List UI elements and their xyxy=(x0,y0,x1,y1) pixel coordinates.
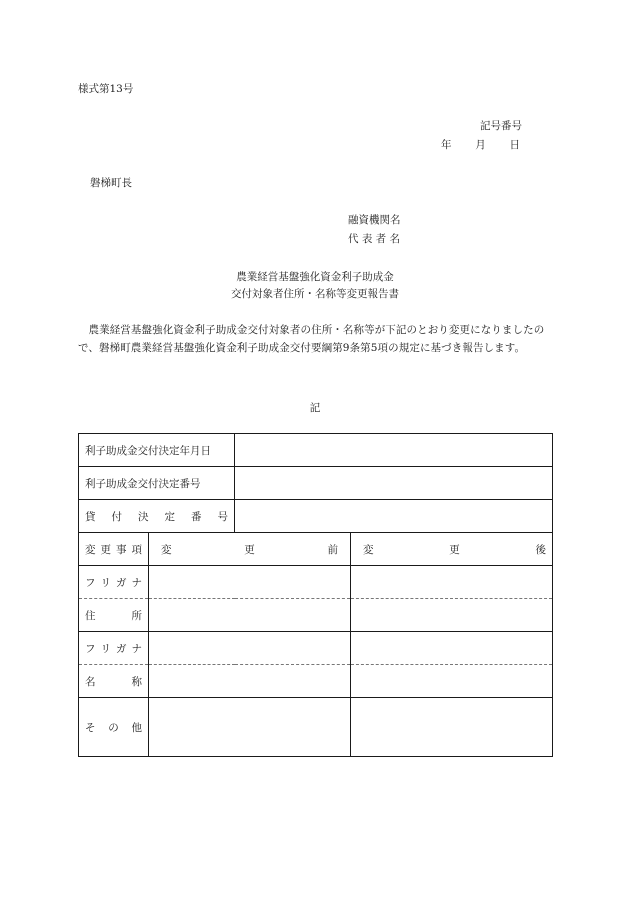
name-furigana-label: フ リ ガ ナ xyxy=(79,632,149,665)
name-furigana-before-field[interactable] xyxy=(149,632,351,665)
other-after-field[interactable] xyxy=(351,698,553,757)
ki-label: 記 xyxy=(309,402,321,414)
decision-date-row xyxy=(79,434,553,467)
month-label: 月 xyxy=(475,139,486,151)
decision-date-label: 利子助成金交付決定年月日 xyxy=(79,434,235,467)
decision-number-label xyxy=(79,467,235,500)
name-row xyxy=(79,665,553,698)
loan-decision-number-label-text: 貸 付 決 定 番 号 xyxy=(85,510,228,523)
address-furigana-after-field[interactable] xyxy=(351,566,553,599)
address-furigana-before-field[interactable] xyxy=(149,566,351,599)
loan-decision-number-field[interactable] xyxy=(235,500,553,533)
change-item-header: 変 更 事 項 xyxy=(79,533,149,566)
day-label: 日 xyxy=(509,139,520,151)
address-furigana-row xyxy=(79,566,553,599)
change-header-row xyxy=(79,533,553,566)
address-after-field[interactable] xyxy=(351,599,553,632)
loan-decision-number-label xyxy=(79,500,235,533)
institution-name-label: 融資機関名 xyxy=(348,214,401,226)
other-row xyxy=(79,698,553,757)
decision-date-field[interactable] xyxy=(235,434,553,467)
decision-number-row xyxy=(79,467,553,500)
loan-decision-number-row xyxy=(79,500,553,533)
change-report-table xyxy=(78,433,553,757)
addressee: 磐梯町長 xyxy=(90,177,132,189)
name-label: 名 称 xyxy=(79,665,149,698)
name-after-field[interactable] xyxy=(351,665,553,698)
document-title-line2: 交付対象者住所・名称等変更報告書 xyxy=(231,288,399,300)
decision-number-field[interactable] xyxy=(235,467,553,500)
name-before-field[interactable] xyxy=(149,665,351,698)
decision-number-label-text: 利子助成金交付決定番号 xyxy=(85,477,201,490)
address-row xyxy=(79,599,553,632)
name-furigana-row xyxy=(79,632,553,665)
form-number: 様式第13号 xyxy=(78,83,134,95)
after-change-header: 変 更 後 xyxy=(351,533,553,566)
representative-name-label: 代 表 者 名 xyxy=(348,233,401,245)
date-line xyxy=(441,137,520,152)
body-text: 農業経営基盤強化資金利子助成金交付対象者の住所・名称等が下記のとおり変更になりましたので、磐梯町農業経営基盤強化資金利子助成金交付要綱第9条第5項の規定に基づき報告します。 xyxy=(78,324,545,354)
year-label: 年 xyxy=(441,139,452,151)
other-label: そ の 他 xyxy=(79,698,149,757)
other-before-field[interactable] xyxy=(149,698,351,757)
address-furigana-label: フ リ ガ ナ xyxy=(79,566,149,599)
document-title-line1: 農業経営基盤強化資金利子助成金 xyxy=(236,271,394,283)
address-label: 住 所 xyxy=(79,599,149,632)
name-furigana-after-field[interactable] xyxy=(351,632,553,665)
before-change-header: 変 更 前 xyxy=(149,533,351,566)
reference-number-label: 記号番号 xyxy=(480,120,522,132)
address-before-field[interactable] xyxy=(149,599,351,632)
